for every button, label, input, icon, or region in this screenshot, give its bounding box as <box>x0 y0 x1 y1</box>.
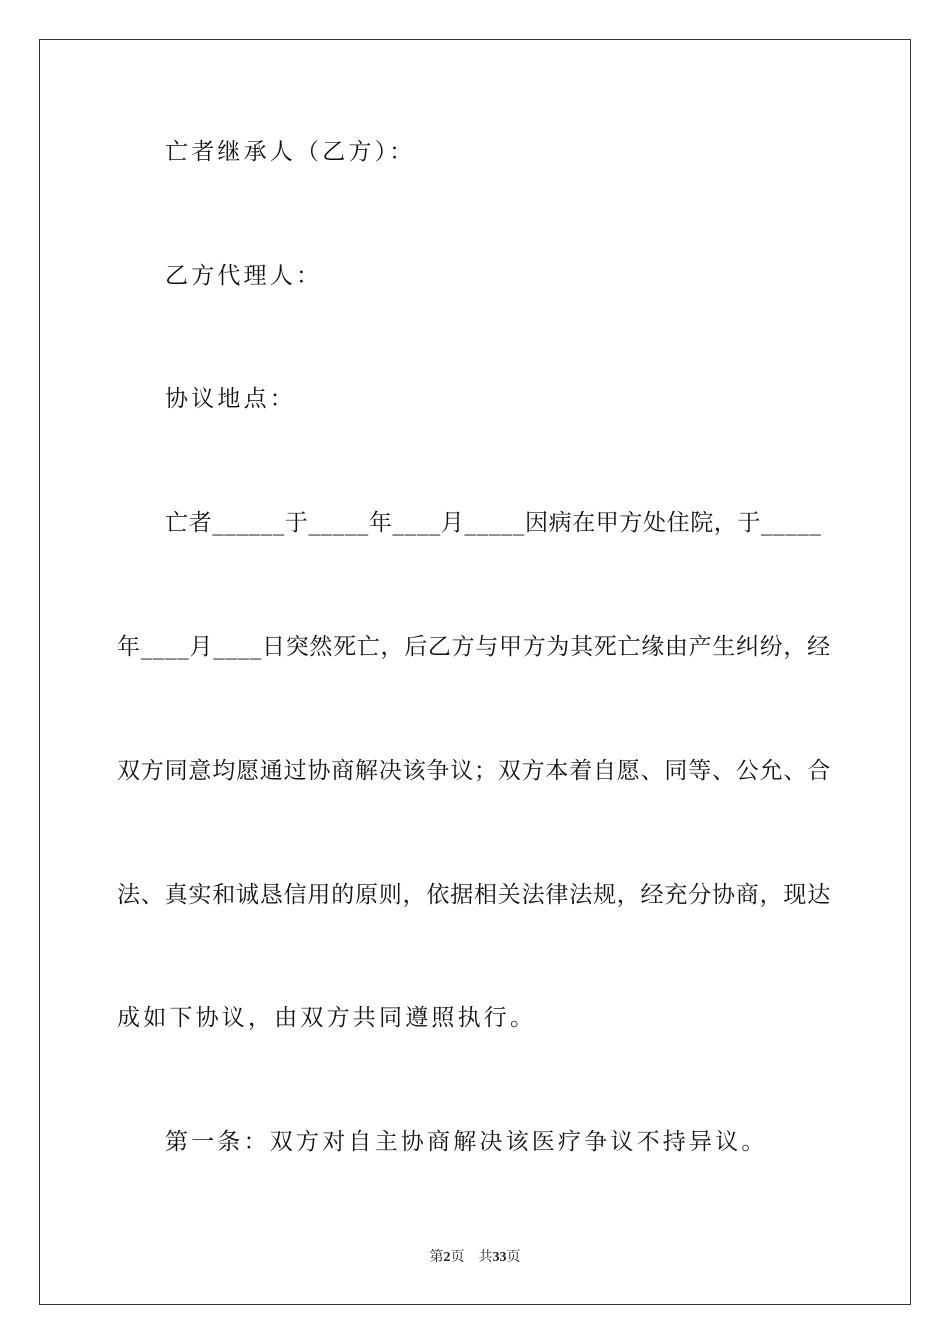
paragraph-line-5: 成如下协议，由双方共同遵照执行。 <box>117 1005 537 1031</box>
agreement-location-line: 协议地点： <box>165 386 296 412</box>
heir-party-b-line: 亡者继承人（乙方）： <box>165 139 416 165</box>
footer-page-suffix: 页 <box>450 1250 465 1265</box>
paragraph-line-1-text: 亡者______于_____年____月_____因病在甲方处住院，于_____ <box>165 510 822 536</box>
footer-total-suffix: 页 <box>506 1250 521 1265</box>
paragraph-line-4: 法、真实和诚恳信用的原则，依据相关法律法规，经充分协商，现达 <box>117 882 831 908</box>
footer-total-prefix: 共 <box>478 1250 493 1265</box>
party-b-agent-line: 乙方代理人： <box>165 263 323 289</box>
paragraph-line-2-text: 年____月____日突然死亡，后乙方与甲方为其死亡缘由产生纠纷，经 <box>117 634 831 660</box>
footer-total-number: 33 <box>492 1250 507 1265</box>
paragraph-line-1 <box>165 508 833 538</box>
page-border <box>39 39 911 1305</box>
page-footer <box>0 1249 950 1267</box>
paragraph-line-2 <box>117 632 833 662</box>
footer-page-prefix: 第 <box>429 1250 444 1265</box>
footer-page-number: 2 <box>443 1250 451 1265</box>
article-one-line: 第一条：双方对自主协商解决该医疗争议不持异议。 <box>165 1129 768 1155</box>
paragraph-line-3: 双方同意均愿通过协商解决该争议；双方本着自愿、同等、公允、合 <box>117 758 831 784</box>
